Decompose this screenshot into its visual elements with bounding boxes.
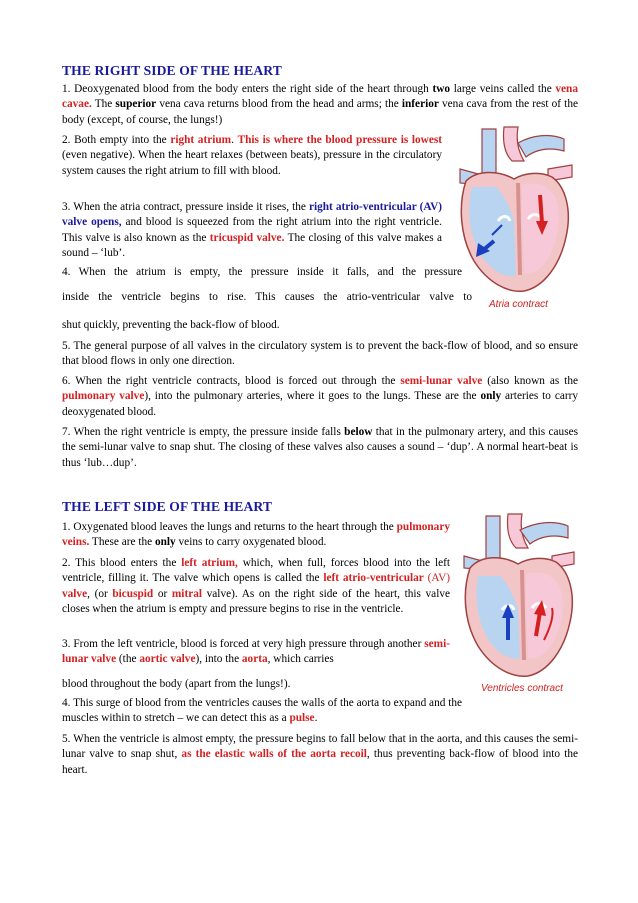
right-paragraph-7: 7. When the right ventricle is empty, the pressure inside falls below that in the pulmonary artery, and this causes the semi-lunar valve to snap shut. The closing of these valves also causes a sound – ‘dup’. A normal heart-beat is thus ‘lub…dup’. — [62, 426, 579, 469]
left-paragraph-3-line-3: blood throughout the body (apart from the lungs!). — [62, 678, 291, 690]
pulmonary-artery — [518, 136, 564, 157]
right-paragraph-6: 6. When the right ventricle contracts, blood is forced out through the semi-lunar valve (also known as the pulmonary valve), into the pulmonary arteries, where it goes to the lungs. These are the only arteries to carry deoxygenated blood. — [62, 375, 579, 418]
septum — [522, 570, 524, 660]
pulmonary-artery — [520, 523, 568, 544]
right-paragraph-4-line-3: shut quickly, preventing the back-flow of blood. — [62, 319, 280, 331]
left-side-heading: THE LEFT SIDE OF THE HEART — [62, 499, 272, 514]
heart-diagram-atria-contract — [452, 125, 578, 297]
right-paragraph-4-line-2: inside the ventricle begins to rise. This causes the atrio-ventricular valve to — [62, 291, 472, 303]
septum — [518, 183, 520, 275]
heart-diagram-ventricles-contract — [458, 512, 578, 680]
left-paragraph-5: 5. When the ventricle is almost empty, the pressure begins to fall below that in the aorta, and this causes the semi-lunar valve to snap shut, as the elastic walls of the aorta recoil, thus preventing back-flow of blood into the heart. — [62, 733, 579, 776]
right-side-heading: THE RIGHT SIDE OF THE HEART — [62, 63, 282, 78]
caption-atria-contract: Atria contract — [489, 299, 548, 310]
left-paragraph-4: 4. This surge of blood from the ventricles causes the walls of the aorta to expand and the muscles within to stretch – we can detect this as a pulse. — [62, 697, 462, 725]
right-paragraph-2: 2. Both empty into the right atrium. This is where the blood pressure is lowest (even negative). When the heart relaxes (between beats), pressure in the circulatory system causes the right atrium to fill with blood. — [62, 134, 442, 177]
left-paragraph-1: 1. Oxygenated blood leaves the lungs and returns to the heart through the pulmonary veins. These are the only veins to carry oxygenated blood. — [62, 521, 450, 549]
right-paragraph-1: 1. Deoxygenated blood from the body enters the right side of the heart through two large veins called the vena cavae. The superior vena cava returns blood from the head and arms; the inferior vena cava from the rest of the body (except, of course, the lungs!) — [62, 83, 578, 126]
left-paragraph-2: 2. This blood enters the left atrium, which, when full, forces blood into the left ventricle, filling it. The valve which opens is called the left atrio-ventricular (AV) valve, (or bicuspid or mitral valve). As on the right side of the heart, this valve closes when the atrium is empty and pressure begins to rise in the ventricle. — [62, 557, 451, 616]
right-paragraph-4-line-1: 4. When the atrium is empty, the pressure inside it falls, and the pressure — [62, 266, 462, 278]
right-paragraph-3: 3. When the atria contract, pressure inside it rises, the right atrio-ventricular (AV) valve opens, and blood is squeezed from the right atrium into the right ventricle. This valve is also known as the tricuspid valve. The closing of this valve makes a sound – ‘lub’. — [62, 201, 443, 260]
caption-ventricles-contract: Ventricles contract — [481, 683, 563, 694]
left-paragraph-3: 3. From the left ventricle, blood is forced at very high pressure through another semi-lunar valve (the aortic valve), into the aorta, which carries — [62, 638, 450, 666]
right-paragraph-5: 5. The general purpose of all valves in the circulatory system is to prevent the back-flow of blood, and so ensure that blood flows in only one direction. — [62, 340, 578, 368]
